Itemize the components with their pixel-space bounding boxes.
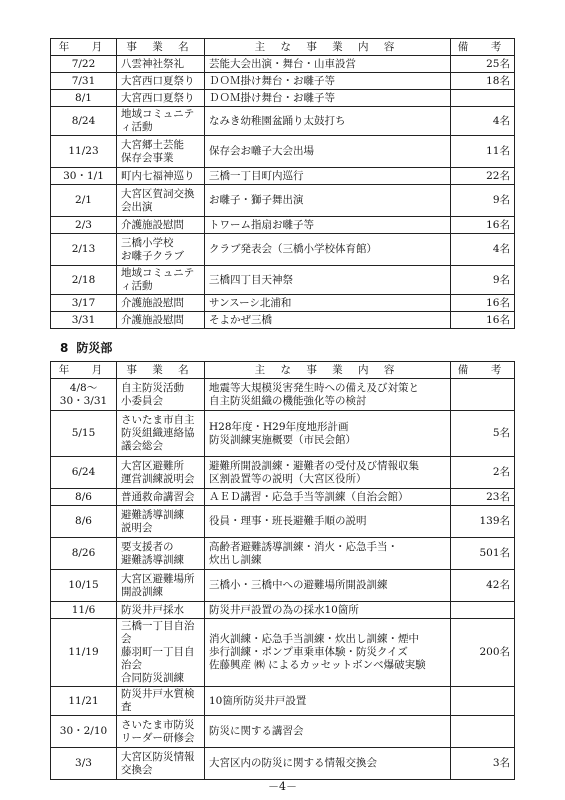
date-cell-line: 4/8～ [69, 381, 98, 394]
date-cell [51, 602, 117, 619]
table-row [51, 217, 515, 234]
date-cell-line: 10/15 [68, 579, 99, 591]
event-name-cell [117, 489, 205, 506]
event-content-cell-line: 高齢者避難誘導訓練・消火・応急手当・ [209, 540, 398, 553]
participant-count-cell: 23名 [451, 489, 515, 506]
date-cell [51, 748, 117, 780]
event-content-cell-line: 役員・理事・班長避難手順の説明 [209, 515, 367, 527]
event-name-cell-line: 会出演 [121, 200, 153, 213]
event-name-cell-line: 藤羽町一丁目自治会 [121, 646, 195, 671]
event-content-cell [205, 295, 451, 312]
event-name-cell-line: 防災井戸水質検査 [121, 688, 195, 713]
event-content-cell-line: ＡＥＤ講習・応急手当等訓練（自治会館） [209, 490, 409, 503]
date-cell: 11/23 [51, 136, 117, 168]
event-name-cell-line: 避難誘導訓練 [121, 553, 184, 566]
event-name-cell-line: 要支援者の [121, 540, 174, 553]
event-name-cell-line: さいたま市自主 [121, 414, 195, 426]
event-name-cell [117, 716, 205, 748]
date-cell-line: 5/15 [71, 427, 96, 439]
event-content-cell-line: 炊出し訓練 [209, 553, 262, 566]
event-content-cell [205, 312, 451, 329]
date-cell [51, 489, 117, 506]
event-name-cell-line: 三橋小学校 [121, 236, 174, 249]
date-cell: 2/3 [51, 217, 117, 234]
section-number: 8 [60, 341, 69, 355]
table-row [51, 457, 515, 489]
event-content-cell [205, 411, 451, 457]
date-cell [51, 687, 117, 716]
date-cell-line: 30・2/10 [59, 725, 108, 737]
participant-count-cell [451, 379, 515, 411]
event-content-cell [205, 570, 451, 602]
date-cell [51, 411, 117, 457]
table-row [51, 489, 515, 506]
participant-count-cell: 5名 [451, 411, 515, 457]
date-cell [51, 716, 117, 748]
event-name-cell [117, 234, 205, 266]
header-project-name: 事 業 名 [117, 362, 205, 379]
event-name-cell [117, 107, 205, 136]
event-content-cell [205, 217, 451, 234]
event-content-cell-line: 三橋四丁目天神祭 [209, 273, 293, 286]
date-cell-line: 8/6 [75, 515, 92, 527]
event-content-cell [205, 379, 451, 411]
disaster-table [50, 361, 515, 780]
date-cell [51, 506, 117, 538]
event-name-cell-line: 交換会 [121, 763, 153, 776]
event-content-cell-line: 大宮区内の防災に関する情報交換会 [209, 757, 377, 769]
participant-count-cell [451, 90, 515, 107]
table-row [51, 73, 515, 90]
event-name-cell-line: 介護施設慰問 [121, 296, 184, 309]
participant-count-cell: 139名 [451, 506, 515, 538]
event-name-cell [117, 185, 205, 217]
event-content-cell-line: なみき幼稚園盆踊り太鼓打ち [209, 114, 346, 127]
event-content-cell-line: ＤＯＭ掛け舞台・お囃子等 [209, 91, 335, 104]
event-content-cell [205, 619, 451, 687]
participant-count-cell: 11名 [451, 136, 515, 168]
date-cell-line: 11/19 [68, 646, 99, 658]
header-content: 主 な 事 業 内 容 [205, 39, 451, 56]
date-cell: 8/1 [51, 90, 117, 107]
event-name-cell-line: 大宮区賀詞交換 [121, 187, 195, 200]
participant-count-cell [451, 687, 515, 716]
table-row [51, 619, 515, 687]
event-name-cell-line: 防災組織連絡協 [121, 427, 195, 439]
event-content-cell-line: そよかぜ三橋 [209, 313, 272, 326]
header-remarks: 備 考 [451, 39, 515, 56]
date-cell: 3/17 [51, 295, 117, 312]
table-header-row [51, 39, 515, 56]
date-cell [51, 538, 117, 570]
date-cell: 2/1 [51, 185, 117, 217]
event-content-cell [205, 687, 451, 716]
event-name-cell-line: 開設訓練 [121, 585, 163, 598]
event-content-cell [205, 716, 451, 748]
header-year-month: 年 月 [51, 362, 117, 379]
event-content-cell-line: 防災井戸設置の為の採水10箇所 [209, 603, 359, 616]
event-name-cell-line: 三橋一丁目自治会 [121, 620, 195, 645]
event-name-cell [117, 506, 205, 538]
date-cell [51, 379, 117, 411]
event-name-cell [117, 56, 205, 73]
header-remarks: 備 考 [451, 362, 515, 379]
table-header-row [51, 362, 515, 379]
event-content-cell [205, 107, 451, 136]
event-content-cell-line: 芸能大会出演・舞台・山車設営 [209, 57, 356, 70]
participant-count-cell: 22名 [451, 168, 515, 185]
event-content-cell-line: クラブ発表会（三橋小学校体育館） [209, 243, 377, 255]
event-name-cell [117, 295, 205, 312]
event-name-cell-line: 地域コミュニティ活動 [121, 267, 195, 292]
event-name-cell-line: 説明会 [121, 521, 153, 534]
event-name-cell-line: 大宮西口夏祭り [121, 91, 195, 104]
event-content-cell [205, 90, 451, 107]
event-name-cell [117, 379, 205, 411]
event-name-cell-line: 大宮区防災情報 [121, 750, 195, 763]
event-content-cell-line: 三橋小・三橋中への避難場所開設訓練 [209, 579, 388, 591]
event-content-cell-line: 10箇所防災井戸設置 [209, 694, 307, 707]
event-content-cell-line: 自主防災組織の機能強化等の検討 [209, 394, 367, 407]
event-name-cell-line: 介護施設慰問 [121, 313, 184, 326]
table-row [51, 136, 515, 168]
date-cell [51, 619, 117, 687]
participant-count-cell: 16名 [451, 295, 515, 312]
participant-count-cell: 200名 [451, 619, 515, 687]
participant-count-cell: 9名 [451, 266, 515, 295]
date-cell-line: 3/3 [75, 757, 92, 769]
date-cell-line: 11/21 [68, 694, 99, 707]
event-name-cell [117, 411, 205, 457]
date-cell: 7/22 [51, 56, 117, 73]
date-cell: 2/13 [51, 234, 117, 266]
participant-count-cell [451, 716, 515, 748]
participant-count-cell: 501名 [451, 538, 515, 570]
table-row [51, 56, 515, 73]
event-name-cell [117, 168, 205, 185]
event-content-cell-line: H28年度・H29年度地形計画 [209, 420, 349, 433]
table-row [51, 107, 515, 136]
event-name-cell-line: 普通救命講習会 [121, 490, 195, 503]
event-name-cell-line: 大宮西口夏祭り [121, 74, 195, 87]
date-cell: 7/31 [51, 73, 117, 90]
event-content-cell [205, 234, 451, 266]
participant-count-cell: 42名 [451, 570, 515, 602]
event-name-cell [117, 90, 205, 107]
participant-count-cell: 4名 [451, 234, 515, 266]
date-cell [51, 457, 117, 489]
participant-count-cell: 25名 [451, 56, 515, 73]
date-cell: 3/31 [51, 312, 117, 329]
event-name-cell-line: リーダー研修会 [121, 731, 195, 744]
header-project-name: 事 業 名 [117, 39, 205, 56]
event-name-cell-line: 防災井戸採水 [121, 603, 184, 616]
event-content-cell-line: 区割設置等の説明（大宮区役所） [209, 472, 367, 485]
event-name-cell-line: 大宮区避難場所 [121, 572, 195, 585]
participant-count-cell: 16名 [451, 312, 515, 329]
event-content-cell-line: 三橋一丁目町内巡行 [209, 169, 304, 182]
event-content-cell-line: サンスーシ北浦和 [209, 296, 292, 309]
table-row [51, 90, 515, 107]
date-cell-line: 6/24 [71, 466, 96, 478]
participant-count-cell [451, 602, 515, 619]
event-name-cell-line: 自主防災活動 [121, 381, 184, 394]
event-name-cell [117, 217, 205, 234]
event-name-cell [117, 570, 205, 602]
event-content-cell [205, 185, 451, 217]
date-cell: 8/24 [51, 107, 117, 136]
date-cell [51, 570, 117, 602]
page-number: －4－ [268, 780, 297, 793]
participant-count-cell: 16名 [451, 217, 515, 234]
event-content-cell [205, 489, 451, 506]
event-content-cell-line: 地震等大規模災害発生時への備え及び対策と [209, 381, 419, 394]
event-content-cell [205, 457, 451, 489]
event-content-cell-line: 歩行訓練・ポンプ車乗車体験・防災クイズ [209, 646, 408, 658]
event-name-cell-line: 大宮郷土芸能 [121, 138, 184, 151]
event-name-cell [117, 748, 205, 780]
event-name-cell [117, 136, 205, 168]
table-row [51, 379, 515, 411]
table-row [51, 168, 515, 185]
event-content-cell-line: 避難所開設訓練・避難者の受付及び情報収集 [209, 459, 419, 472]
event-content-cell-line: 防災に関する講習会 [209, 725, 304, 737]
table-row [51, 185, 515, 217]
event-name-cell [117, 73, 205, 90]
event-content-cell [205, 266, 451, 295]
participant-count-cell: 2名 [451, 457, 515, 489]
table-row [51, 570, 515, 602]
table-row [51, 506, 515, 538]
date-cell-line: 8/26 [71, 547, 96, 559]
event-name-cell [117, 619, 205, 687]
date-cell-line: 8/6 [75, 490, 92, 503]
table-row [51, 295, 515, 312]
event-name-cell-line: 避難誘導訓練 [121, 508, 184, 521]
header-content: 主 な 事 業 内 容 [205, 362, 451, 379]
date-cell-line: 11/6 [71, 603, 96, 616]
table-row [51, 411, 515, 457]
event-content-cell [205, 748, 451, 780]
participant-count-cell: 18名 [451, 73, 515, 90]
participant-count-cell: 9名 [451, 185, 515, 217]
event-name-cell-line: 町内七福神巡り [121, 169, 195, 182]
event-content-cell [205, 538, 451, 570]
event-name-cell [117, 457, 205, 489]
section-title: 防災部 [76, 341, 113, 355]
header-year-month: 年 月 [51, 39, 117, 56]
date-cell: 30・1/1 [51, 168, 117, 185]
event-name-cell-line: 保存会事業 [121, 151, 174, 164]
event-content-cell-line: 消火訓練・応急手当訓練・炊出し訓練・煙中 [209, 633, 419, 645]
event-name-cell-line: 運営訓練説明会 [121, 472, 195, 485]
event-name-cell [117, 602, 205, 619]
events-table [50, 38, 515, 329]
event-content-cell-line: 防災訓練実施概要（市民会館） [209, 433, 356, 446]
participant-count-cell: 4名 [451, 107, 515, 136]
table-row [51, 687, 515, 716]
event-content-cell-line: 保存会お囃子大会出場 [209, 145, 314, 157]
date-cell-line: 30・3/31 [59, 394, 108, 407]
event-name-cell-line: 介護施設慰問 [121, 218, 184, 231]
event-content-cell [205, 136, 451, 168]
event-name-cell-line: 議会総会 [121, 440, 163, 452]
event-content-cell [205, 73, 451, 90]
event-content-cell-line: 佐藤興産 ㈱ によるカッセットボンベ爆破実験 [209, 659, 426, 671]
event-content-cell-line: ＤＯＭ掛け舞台・お囃子等 [209, 74, 335, 87]
event-name-cell-line: 大宮区避難所 [121, 459, 184, 472]
event-name-cell [117, 312, 205, 329]
event-name-cell-line: 八雲神社祭礼 [121, 57, 184, 70]
event-content-cell [205, 506, 451, 538]
table-row [51, 266, 515, 295]
event-content-cell-line: お囃子・獅子舞出演 [209, 194, 304, 206]
event-name-cell [117, 687, 205, 716]
table-row [51, 312, 515, 329]
table-row [51, 602, 515, 619]
event-content-cell [205, 56, 451, 73]
event-content-cell [205, 168, 451, 185]
event-name-cell [117, 266, 205, 295]
event-name-cell-line: 地域コミュニティ活動 [121, 108, 195, 133]
event-name-cell-line: 小委員会 [121, 394, 163, 407]
section-heading [60, 339, 120, 356]
event-content-cell-line: トワーム指扇お囃子等 [209, 218, 314, 231]
event-content-cell [205, 602, 451, 619]
table-row [51, 538, 515, 570]
event-name-cell-line: 合同防災訓練 [121, 672, 184, 684]
table-row [51, 716, 515, 748]
table-row [51, 234, 515, 266]
date-cell: 2/18 [51, 266, 117, 295]
participant-count-cell: 3名 [451, 748, 515, 780]
event-name-cell-line: さいたま市防災 [121, 718, 195, 731]
table-row [51, 748, 515, 780]
event-name-cell-line: お囃子クラブ [121, 249, 184, 262]
event-name-cell [117, 538, 205, 570]
